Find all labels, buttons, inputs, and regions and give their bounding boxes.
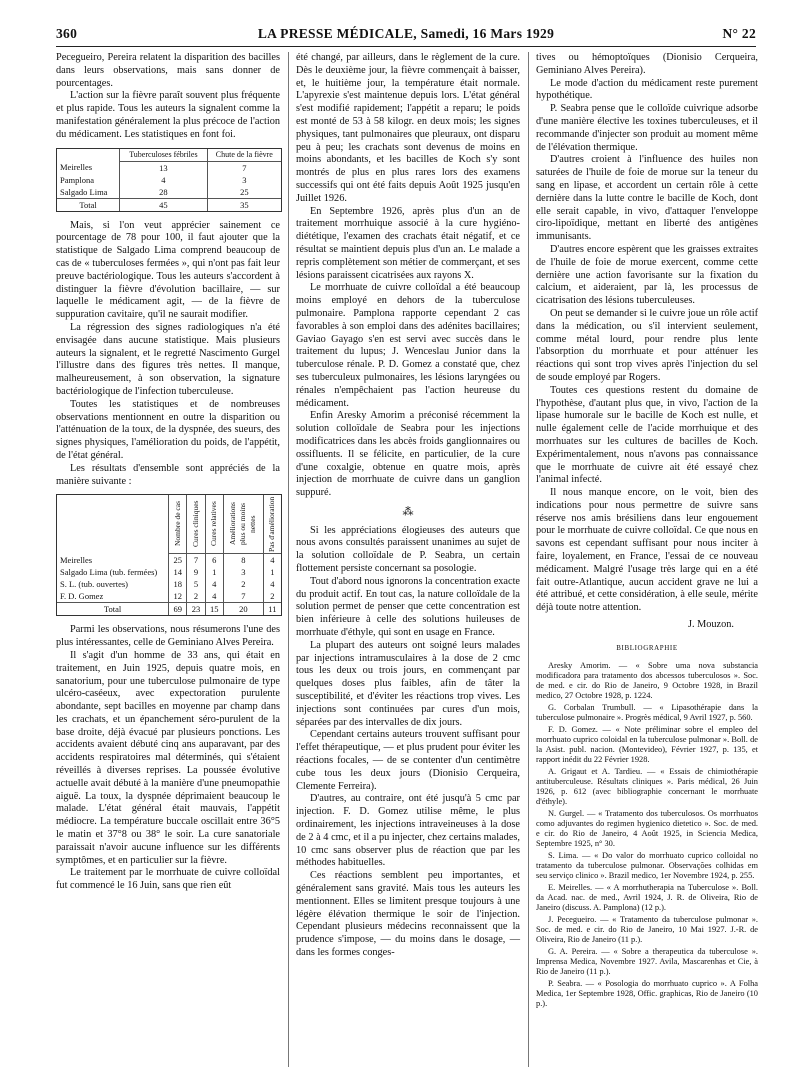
paragraph: Le morrhuate de cuivre colloïdal a été beaucoup moins employé en dehors de la tuberculose pulmonaire. Pamplona rapporte cependant 2 cas favorables à son emploi dans des adénites bacillaires; Gaviao Gayago s'en est servi avec succès dans le traitement du lupus; J. Wenceslau Junior dans la tuberculose rénale. P. D. Gomez a constaté que, chez ses tuberculeux pulmonaires, les lésions laryngées ou rénales n'empêchaient pas l'action heureuse du médicament. (296, 282, 520, 409)
table-corner (57, 495, 169, 554)
table-row (57, 186, 281, 199)
paragraph: D'autres encore espèrent que les graisses extraites de l'huile de foie de morue exercent, comme cette dernière une action favorisante sur la fixation du calcium, et aideraient, par là, les processus de cicatrisation des lésions tuberculeuses. (536, 243, 758, 307)
bibliography-entry: S. Lima. — « Do valor do morrhuato cuprico colloidal no tratamento da tuberculose pulmonar. Observações colhidas em seu serviço clinico ». Brazil medico, 1er Novembre 1924, p. 255. (536, 850, 758, 880)
table-cell: 7 (187, 554, 205, 567)
table-row (57, 566, 281, 578)
paragraph: Cependant certains auteurs trouvent suffisant pour l'effet thérapeutique, — et plus prudent pour éviter les réactions focales, — de se contenter d'un centimètre cube tous les deux jours (Dionisio Cerqueira, Clemente Ferreira). (296, 729, 520, 792)
table-cell: 15 (205, 603, 223, 616)
table-cell: 13 (120, 161, 208, 174)
table-total-row (57, 603, 281, 616)
paragraph: D'autres, au contraire, ont été jusqu'à 5 cmc par injection. F. D. Gomez utilise même, le plus ordinairement, les injections intraveineuses à la dose de 2 à 4 cmc, et il a pu injecter, chez certains malades, 10 cmc sans observer plus de réaction que par les méthodes habituelles. (296, 793, 520, 869)
paragraph: En Septembre 1926, après plus d'un an de traitement morrhuique associé à la cure hygiéno-diététique, l'examen des crachats était négatif, et ce résultat se maintient depuis plus d'un an. Le malade a repris complètement son métier de commerçant, et ses lésions paraissent cicatrisées aux rayons X. (296, 205, 520, 281)
table-cell: 4 (205, 590, 223, 603)
table-cell: S. L. (tub. ouvertes) (60, 579, 128, 590)
paragraph: Si les appréciations élogieuses des auteurs que nous avons consultés paraissent unanimes au sujet de la solution colloïdale de P. Seabra, un certain flottement persiste concernant sa posologie. (296, 524, 520, 575)
header-rule (56, 46, 756, 47)
paragraph: Tout d'abord nous ignorons la concentration exacte du produit actif. En tout cas, la nature colloïdale de la solution permet de penser que cette concentration est bien inférieure à celle des solutions huileuses de morrhuate d'éthyle, qui sont en usage en France. (296, 575, 520, 639)
table-row (57, 590, 281, 603)
table-cell: 20 (223, 603, 263, 616)
table-cell: 6 (205, 554, 223, 567)
table-cell: 14 (169, 566, 187, 578)
paragraph: P. Seabra pense que le colloïde cuivrique adsorbe d'une manière élective les toxines tuberculeuses, et il recommande d'injecter son produit au moment même de l'élévation thermique. (536, 103, 758, 153)
table-cell: Total (57, 198, 120, 211)
table-cell: 11 (263, 603, 281, 616)
table-cell: 18 (169, 578, 187, 590)
bibliography-entry: J. Pecegueiro. — « Tratamento da tuberculose pulmonar ». Soc. de med. e cir. do Rio de Janeiro, 10 Mai 1927. J.-R. de Oliveira, Rio de Janeiro (11 p.). (536, 914, 758, 944)
table-cell: 4 (263, 578, 281, 590)
table-cell: 9 (187, 566, 205, 578)
paragraph: Toutes ces questions restent du domaine de l'hypothèse, d'autant plus que, in vivo, l'action de la lipase humorale sur le bacille de Koch est nulle, et nulle également celle de l'acide morrhuique et des morrhuates sur les cultures de bacilles de Koch. Expérimentalement, nous n'avons pas connaissance que le morrhuate de cuivre ait été essayé chez l'animal infecté. (536, 384, 758, 486)
table-row (57, 161, 281, 174)
table-header: Chute de la fièvre (207, 149, 281, 162)
paragraph: tives ou hémoptoïques (Dionisio Cerqueira, Geminiano Alves Pereira). (536, 52, 758, 76)
paragraph: Il s'agit d'un homme de 33 ans, qui était en traitement, en Juin 1925, depuis quatre mois, en sanatorium, pour une tuberculose pulmonaire de type ulcéro-caséeux, avec expectoration purulente abondante, sept bacilles en moyenne par champ dans les crachats, et un épanchement séro-purulent de la base droite, déjà évacué par plusieurs ponctions. Les accidents avaient débuté cinq ans auparavant, par des accidents respiratoires mal déterminés, qui s'étaient réveillés à diverses reprises. La poussée évolutive actuelle avait débuté à la manière d'une pneumopathie aiguë. La toux, la dyspnée déprimaient beaucoup le malade. L'état général était mauvais, l'appétit médiocre. La température buccale oscillait entre 36°5 le matin et 37°8 ou 38° le soir. La cure sanatoriale paraissait n'avoir aucune influence sur les différents symptômes, et en particulier sur la fièvre. (56, 649, 280, 866)
table-total-row (57, 198, 281, 211)
table-cell: 35 (207, 198, 281, 211)
paragraph: Toutes les statistiques et de nombreuses observations mentionnent en outre la disparition ou l'atténuation de la toux, de la dyspnée, des sueurs, des signes physiques, l'amélioration du poids, de l'appétit, de l'état général. (56, 398, 280, 461)
table-cell: 2 (223, 578, 263, 590)
table-cell: 23 (187, 603, 205, 616)
table-cell: 69 (169, 603, 187, 616)
paragraph: Mais, si l'on veut apprécier sainement ce pourcentage de 78 pour 100, il faut ajouter que la statistique de Salgado Lima comprend beaucoup de cas de « tuberculoses fermées », qui n'ont pas fait leur preuve bactériologique. Tous les auteurs s'accordent à distinguer la fièvre d'évolution bacillaire, — sur laquelle le médicament agit, — de la fièvre de suppuration cavitaire, qu'il ne saurait modifier. (56, 219, 280, 321)
table-cell: 25 (207, 186, 281, 199)
paragraph: Le mode d'action du médicament reste purement hypothétique. (536, 77, 758, 102)
paragraph: été changé, par ailleurs, dans le règlement de la cure. Dès le deuxième jour, la fièvre commençait à baisser, et, le huitième jour, la température était normale. L'apyrexie s'est maintenue depuis lors. L'état général s'est modifié rapidement; l'appétit a reparu; le poids est monté de 53 à 58 kilogr. en deux mois; les signes physiques, tant pulmonaires que pleuraux, ont disparu peu à peu; les crachats sont devenus de moins en moins abondants, et les bacilles de Koch s'y sont montrés de plus en plus rares lors des examens successifs qui ont été faits depuis Août 1925 jusqu'en Juillet 1926. (296, 52, 520, 204)
issue-number: N° 22 (722, 26, 756, 41)
paragraph: La plupart des auteurs ont soigné leurs malades par injections intramusculaires à la dose de 2 cmc tous les deux ou trois jours, en commençant par quelques doses plus faibles, afin de tâter la susceptibilité, et d'éviter les réactions trop vives. Les injections sont continuées par cures d'un mois, séparées par des intervalles de dix jours. (296, 639, 520, 728)
table-cell: 4 (205, 578, 223, 590)
results-table (56, 494, 282, 616)
table-header: Cures relatives (209, 501, 219, 547)
table-cell: 8 (223, 554, 263, 567)
table-cell: 45 (120, 198, 208, 211)
column-2 (296, 52, 520, 960)
table-cell: Meirelles (60, 162, 93, 173)
table-header: Tuberculoses fébriles (120, 149, 208, 162)
column-1 (56, 52, 280, 893)
table-header: Améliorations plus ou moins nettes (228, 502, 258, 546)
table-header: Cures cliniques (191, 501, 201, 548)
page-number: 360 (56, 26, 78, 41)
paragraph: La régression des signes radiologiques n'a été envisagée dans aucune statistique. Mais plusieurs auteurs la signalent, et le regretté Nascimento Gurgel l'illustre dans des figures très nettes. Il manque, malheureusement, à son observation, la signature bactériologique de l'infection tuberculeuse. (56, 321, 280, 397)
fever-table (56, 148, 282, 212)
table-cell: Total (57, 603, 169, 616)
bibliography-entry: N. Gurgel. — « Tratamento dos tuberculosos. Os morrhuatos como adjuvantes do regimen hygienico dietetico ». Soc. de med. e cir. do Rio de Janeiro, 4 Août 1925, in Sciencia Medica, Septembre 1925, n° 30. (536, 808, 758, 848)
table-header: Nombre de cas (172, 501, 182, 547)
table-cell: F. D. Gomez (60, 591, 104, 602)
table-cell: Pamplona (60, 174, 94, 185)
table-cell: 5 (187, 578, 205, 590)
page-header (56, 26, 756, 44)
table-cell: 1 (263, 566, 281, 578)
table-cell: Salgado Lima (60, 186, 108, 197)
bibliography-entry: G. A. Pereira. — « Sobre a therapeutica da tuberculose ». Imprensa Medica, Novembre 1927. Avila, Mascarenhas et Cie, à Rio de Janeiro (11 p.). (536, 946, 758, 976)
table-cell: Meirelles (60, 555, 93, 566)
table-row (57, 554, 281, 567)
paragraph: Il nous manque encore, on le voit, bien des indications pour nous permettre de suivre sans réserve nos amis brésiliens dans leur engouement pour le morrhuate de cuivre colloïdal. Ce que nous en savons est cependant suffisant pour nous inciter à faire, loyalement, en France, l'essai de ce nouveau médicament. Malgré l'usage très large qui en a été fait outre-Atlantique, aucun accident grave ne lui a été attribué, et cette considération, à elle seule, mérite déjà toute notre attention. (536, 487, 758, 614)
paragraph: On peut se demander si le cuivre joue un rôle actif dans la médication, ou s'il intervient seulement, comme métal lourd, pour rendre plus lente l'absorption du morrhuate et pour atténuer les réactions qui sont trop vives après l'injection du sel de soude employé par Rogers. (536, 307, 758, 383)
table-cell: 3 (223, 566, 263, 578)
table-corner (57, 149, 120, 162)
column-divider (528, 52, 529, 1067)
bibliography-entry: G. Corbalan Trumbull. — « Lipasothérapie dans la tuberculose pulmonaire ». Progrès médical, 9 Avril 1927, p. 560. (536, 702, 758, 722)
table-cell: 2 (187, 590, 205, 603)
paragraph: L'action sur la fièvre paraît souvent plus fréquente et plus rapide. Tous les auteurs la signalent comme la manifestation généralement la plus précoce de l'action du médicament. Les statistiques en font foi. (56, 90, 280, 140)
table-cell: 7 (223, 590, 263, 603)
table-cell: 3 (207, 174, 281, 186)
table-row (57, 578, 281, 590)
bibliography-entry: Aresky Amorim. — « Sobre uma nova substancia modificadora para tratamento dos abcessos tuberculosos ». Soc. de med. e cir. do Rio de Janeiro, 9 Octobre 1928, in Brazil medico, 27 Octobre 1928, p. 1224. (536, 660, 758, 700)
author-signature: J. Mouzon. (687, 619, 734, 631)
bibliography-entry: P. Seabra. — « Posologia do morrhuato cuprico ». A Folha Medica, 1er Septembre 1928, Offic. graphicas, Rio de Janeiro (10 p.). (536, 978, 758, 1008)
column-3 (536, 52, 758, 1011)
table-cell: Salgado Lima (tub. fermées) (60, 567, 158, 578)
table-row (57, 174, 281, 186)
section-separator: ⁂ (402, 505, 414, 518)
table-cell: 7 (207, 161, 281, 174)
table-cell: 4 (263, 554, 281, 567)
bibliography-heading: BIBLIOGRAPHIE (616, 643, 678, 652)
table-cell: 12 (169, 590, 187, 603)
paragraph: Les résultats d'ensemble sont appréciés de la manière suivante : (56, 462, 280, 487)
table-cell: 28 (120, 186, 208, 199)
bibliography-entry: A. Grigaut et A. Tardieu. — « Essais de chimiothérapie antituberculeuse. Résultats cliniques ». Paris médical, 26 Juin 1926, p. 612 (avec bibliographie concernant le morrhuate d'éthyle). (536, 766, 758, 806)
paragraph: Pecegueiro, Pereira relatent la disparition des bacilles dans leurs observations, mais sans donner de pourcentages. (56, 52, 280, 89)
bibliography-entry: F. D. Gomez. — « Note préliminar sobre el empleo del morrhuato cuprico coloidal en la tuberculose pulmonar ». Boll. de la Asist. publ. nacion. (Montevideo), Février 1927, p. 135, et rapport inédit du 22 Février 1928. (536, 724, 758, 764)
table-cell: 4 (120, 174, 208, 186)
journal-title: LA PRESSE MÉDICALE, Samedi, 16 Mars 1929 (257, 26, 555, 41)
paragraph: Ces réactions semblent peu importantes, et généralement sans gravité. Mais tous les auteurs les mentionnent. Elles se limitent presque toujours à une légère élévation thermique le soir de l'injection. Cependant plusieurs médecins reconnaissent que la prudence s'impose, — du moins dans le dosage, — dans les formes conges- (296, 870, 520, 958)
paragraph: Le traitement par le morrhuate de cuivre colloïdal fut commencé le 16 Juin, sans que rien eût (56, 867, 280, 892)
paragraph: Enfin Aresky Amorim a préconisé récemment la solution colloïdale de Seabra pour les injections modificatrices dans les abcès froids ganglionnaires ou ossifluents. Il se félicite, en particulier, de la cure d'une coxalgie, obtenue en quatre mois, après injection de morrhuate de cuivre dans un ganglion suppuré. (296, 410, 520, 499)
table-cell: 2 (263, 590, 281, 603)
bibliography-entry: E. Meirelles. — « A morrhutherapia na Tuberculose ». Boll. da Acad. nac. de med., Avril 1924, J. R. de Oliveira, Rio de Janeiro (discuss. A. Pamplona) (12 p.). (536, 882, 758, 912)
column-divider (288, 52, 289, 1067)
table-cell: 25 (169, 554, 187, 567)
paragraph: Parmi les observations, nous résumerons l'une des plus intéressantes, celle de Geminiano Alves Pereira. (56, 624, 280, 649)
paragraph: D'autres croient à l'influence des huiles non saturées de l'huile de foie de morue sur la teneur du sang en lipase, et accordent un certain rôle à cette dernière dans la lutte contre le bacille de Koch, dont elle serait capable, in vivo, d'attaquer l'enveloppe ciro-lipoïdique, mettant en liberté des antigènes immunisants. (536, 154, 758, 243)
table-header: Pas d'amélioration (267, 496, 277, 552)
table-cell: 1 (205, 566, 223, 578)
